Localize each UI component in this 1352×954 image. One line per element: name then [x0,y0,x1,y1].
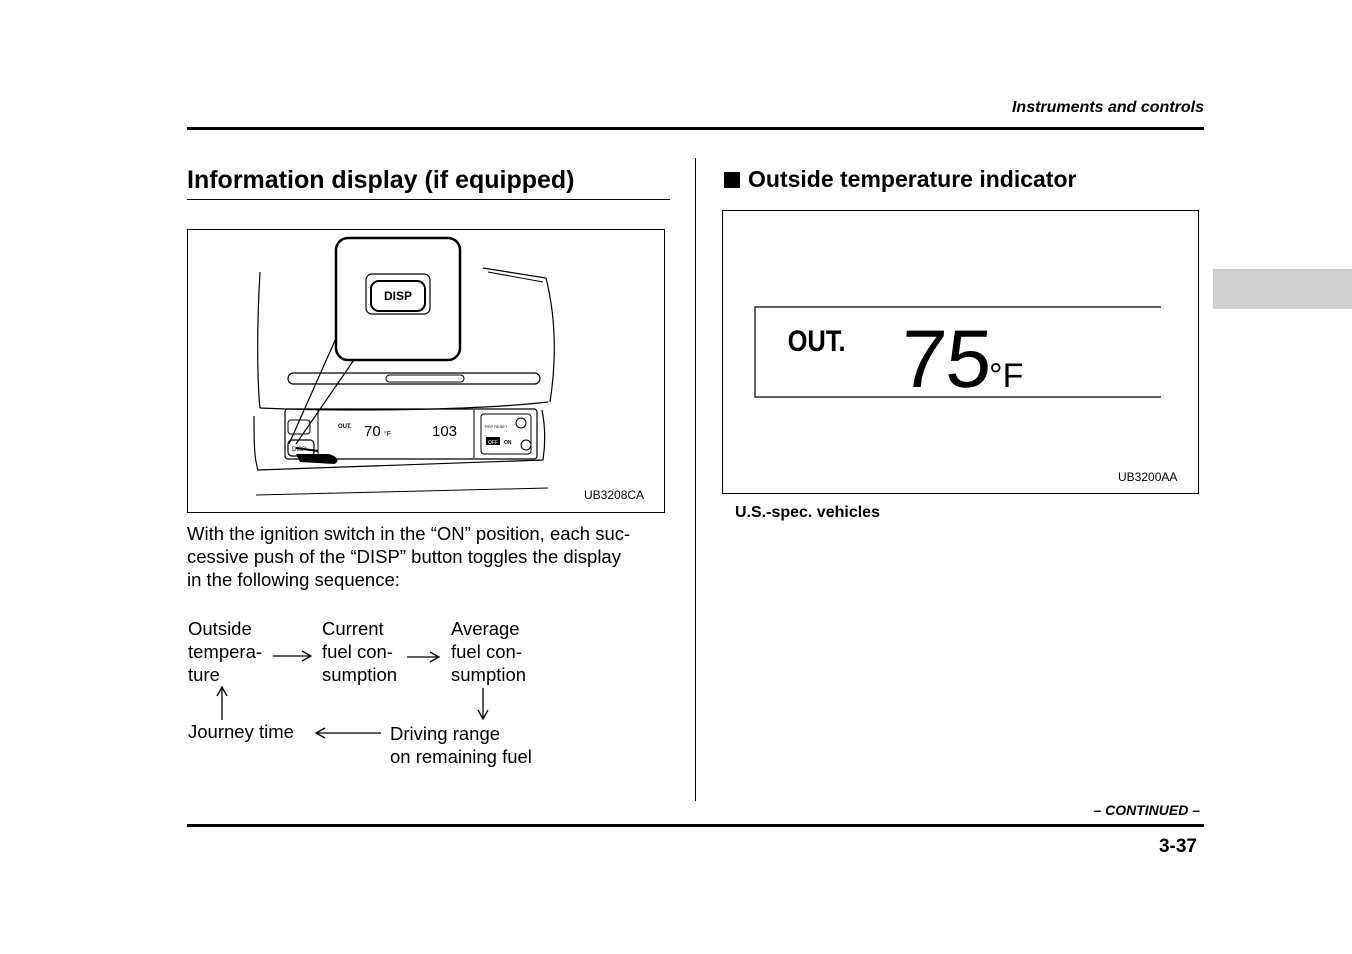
inset-disp-label: DISP [292,447,307,453]
display-out-label: OUT. [787,324,846,358]
arrow-left [316,728,381,738]
display-temperature-unit: °F [989,357,1024,395]
arrow-down [478,688,488,719]
figure-code-left: UB3208CA [584,488,645,502]
inset-out-label: OUT. [338,424,352,430]
figure-code-right: UB3200AA [1118,470,1178,484]
inset-off-label: OFF [488,440,498,446]
heading-text: Outside temperature indicator [748,166,1077,192]
body-line-2: cessive push of the “DISP” button toggles the display [187,546,621,567]
figure-caption: U.S.-spec. vehicles [735,504,880,521]
top-rule [187,127,1204,130]
sequence-current-fuel-consumption: Current fuel con- sumption [322,618,398,685]
inset-odo-value: 103 [432,423,458,440]
temperature-display-illustration [723,211,1198,493]
body-paragraph [187,522,673,591]
figure-outside-temperature-display [722,210,1199,494]
continued-marker: – CONTINUED – [1093,802,1200,818]
section-heading-information-display: Information display (if equipped) [187,166,575,194]
sequence-average-fuel-consumption: Average fuel con- sumption [451,618,527,685]
inset-trip-reset-label: TRIP RESET [484,424,508,429]
chapter-tab-marker [1213,269,1352,309]
bottom-rule [187,824,1204,827]
sequence-journey-time: Journey time [188,721,294,742]
display-temperature-value: 75 [897,314,996,405]
body-line-3: in the following sequence: [187,569,400,590]
page-number: 3-37 [1158,836,1197,857]
section-heading-outside-temperature [724,166,1076,193]
inset-temp-value: 70 [364,423,381,440]
inset-temp-unit: °F [384,431,392,438]
sequence-arrows [180,600,580,780]
inset-on-label: ON [504,440,512,446]
arrow-right-1 [273,651,311,661]
sequence-outside-temperature: Outside tempera- ture [188,618,263,685]
disp-button-label: DISP [383,289,413,303]
arrow-right-2 [407,652,439,662]
body-line-1: With the ignition switch in the “ON” position, each suc- [187,523,631,544]
square-bullet-icon [724,172,740,188]
dashboard-illustration [188,230,664,512]
column-divider [695,158,696,801]
arrow-up [217,687,227,720]
sequence-driving-range: Driving range on remaining fuel [390,723,532,767]
heading-underline [187,199,670,200]
running-head: Instruments and controls [1011,99,1204,116]
figure-disp-button [187,229,665,513]
